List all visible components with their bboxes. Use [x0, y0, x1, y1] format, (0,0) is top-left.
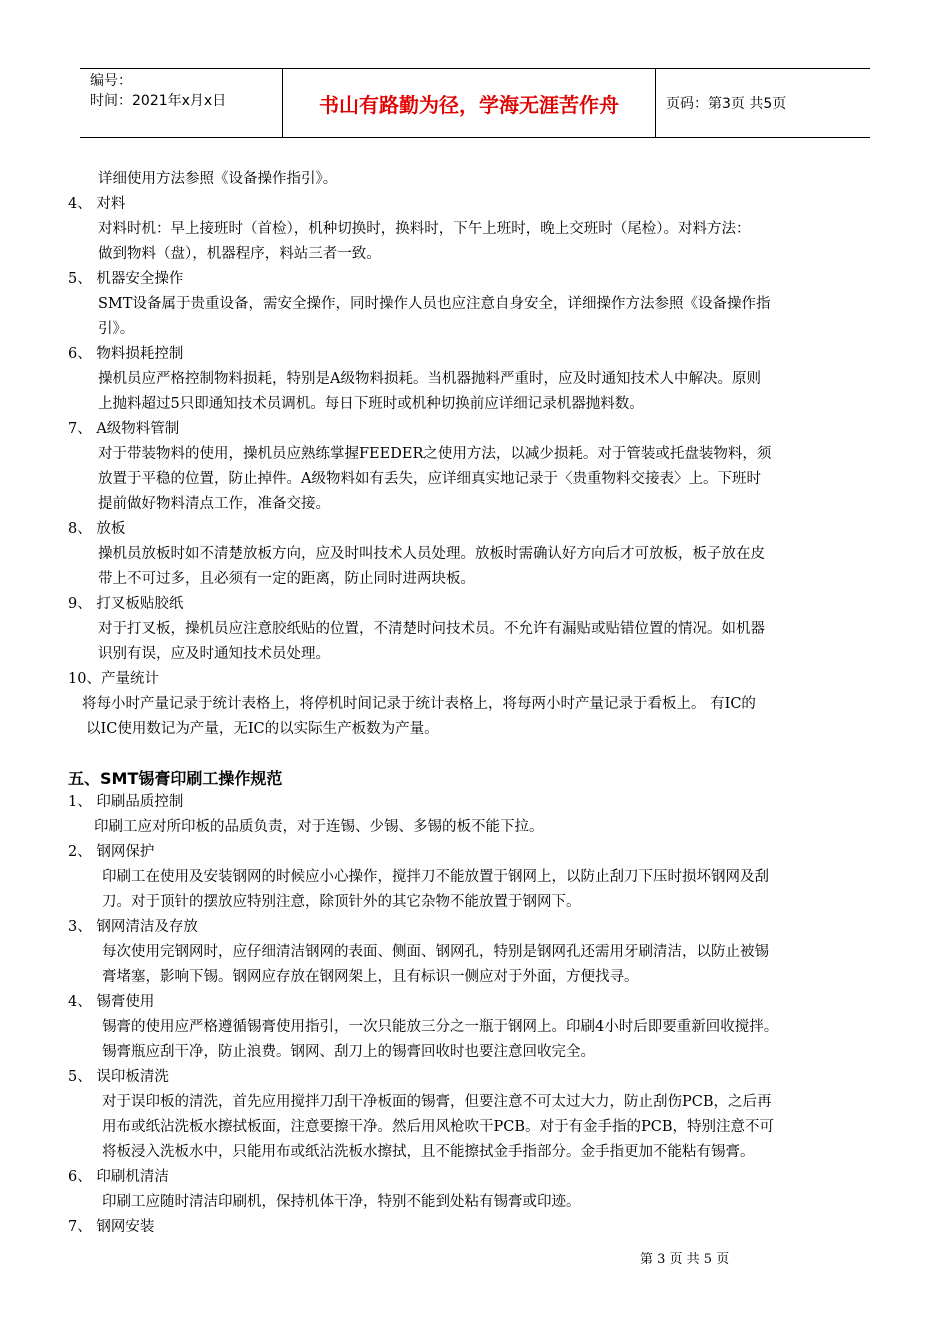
item-heading: 6、 印刷机清洁 — [68, 1169, 169, 1185]
text-line: 引》。 — [98, 321, 135, 337]
page-header — [80, 68, 870, 138]
text-line: 提前做好物料清点工作，准备交接。 — [98, 496, 330, 512]
text-line: 用布或纸沾洗板水擦拭板面，注意要擦干净。然后用风枪吹干PCB。对于有金手指的PCB，特别注意不可 — [102, 1119, 775, 1135]
item-heading: 5、 机器安全操作 — [68, 271, 184, 287]
text-line: 印刷工在使用及安装钢网的时候应小心操作，搅拌刀不能放置于钢网上，以防止刮刀下压时损坏钢网及刮 — [102, 869, 769, 885]
date-label: 时间：2021年x月x日 — [90, 93, 227, 109]
item-heading: 2、 钢网保护 — [68, 844, 155, 860]
text-line: 详细使用方法参照《设备操作指引》。 — [98, 171, 338, 187]
text-line: 放置于平稳的位置，防止掉件。A级物料如有丢失，应详细真实地记录于〈贵重物料交接表〉上。下班时 — [98, 471, 761, 487]
text-line: 操机员应严格控制物料损耗，特别是A级物料损耗。当机器抛料严重时，应及时通知技术人中解决。原则 — [98, 371, 761, 387]
header-motto: 书山有路勤为径，学海无涯苦作舟 — [282, 69, 656, 137]
item-heading: 10、产量统计 — [68, 671, 159, 687]
item-heading: 4、 锡膏使用 — [68, 994, 155, 1010]
text-line: 锡膏的使用应严格遵循锡膏使用指引，一次只能放三分之一瓶于钢网上。印刷4小时后即要重新回收搅拌。 — [102, 1019, 779, 1035]
text-line: 以IC使用数记为产量，无IC的以实际生产板数为产量。 — [86, 721, 439, 737]
item-heading: 7、 钢网安装 — [68, 1219, 155, 1235]
item-heading: 8、 放板 — [68, 521, 126, 537]
page-footer: 第 3 页 共 5 页 — [640, 1252, 730, 1267]
text-line: 对于误印板的清洗，首先应用搅拌刀刮干净板面的锡膏，但要注意不可太过大力，防止刮伤PCB，之后再 — [102, 1094, 772, 1110]
text-line: 膏堵塞，影响下锡。钢网应存放在钢网架上，且有标识一侧应对于外面，方便找寻。 — [102, 969, 639, 985]
item-heading: 4、 对料 — [68, 196, 126, 212]
text-line: 带上不可过多，且必须有一定的距离，防止同时进两块板。 — [98, 571, 475, 587]
text-line: 印刷工应随时清洁印刷机，保持机体干净，特别不能到处粘有锡膏或印迹。 — [102, 1194, 581, 1210]
number-label: 编号： — [90, 73, 132, 89]
header-page-label: 页码：第3页 共5页 — [666, 96, 787, 112]
item-heading: 6、 物料损耗控制 — [68, 346, 184, 362]
text-line: 上抛料超过5只即通知技术员调机。每日下班时或机种切换前应详细记录机器抛料数。 — [98, 396, 644, 412]
section-title: 五、SMT锡膏印刷工操作规范 — [68, 769, 283, 788]
text-line: 对于打叉板，操机员应注意胶纸贴的位置，不清楚时问技术员。不允许有漏贴或贴错位置的情况。如机器 — [98, 621, 765, 637]
header-left-cell — [80, 69, 282, 137]
text-line: 操机员放板时如不清楚放板方向，应及时叫技术人员处理。放板时需确认好方向后才可放板，板子放在皮 — [98, 546, 765, 562]
item-heading: 5、 误印板清洗 — [68, 1069, 169, 1085]
text-line: 对料时机：早上接班时（首检），机种切换时，换料时，下午上班时，晚上交班时（尾检）。对料方法： — [98, 221, 751, 237]
text-line: SMT设备属于贵重设备，需安全操作，同时操作人员也应注意自身安全，详细操作方法参照《设备操作指 — [98, 296, 771, 312]
text-line: 印刷工应对所印板的品质负责，对于连锡、少锡、多锡的板不能下拉。 — [94, 819, 544, 835]
text-line: 锡膏瓶应刮干净，防止浪费。钢网、刮刀上的锡膏回收时也要注意回收完全。 — [102, 1044, 595, 1060]
item-heading: 7、 A级物料管制 — [68, 421, 180, 437]
item-heading: 9、 打叉板贴胶纸 — [68, 596, 184, 612]
text-line: 做到物料（盘），机器程序，料站三者一致。 — [98, 246, 381, 262]
text-line: 每次使用完钢网时，应仔细清洁钢网的表面、侧面、钢网孔，特别是钢网孔还需用牙刷清洁，以防止被锡 — [102, 944, 769, 960]
item-heading: 1、 印刷品质控制 — [68, 794, 184, 810]
text-line: 将板浸入洗板水中，只能用布或纸沾洗板水擦拭，且不能擦拭金手指部分。金手指更加不能粘有锡膏。 — [102, 1144, 755, 1160]
text-line: 识别有误，应及时通知技术员处理。 — [98, 646, 330, 662]
text-line: 刀。对于顶针的摆放应特别注意，除顶针外的其它杂物不能放置于钢网下。 — [102, 894, 581, 910]
item-heading: 3、 钢网清洁及存放 — [68, 919, 198, 935]
text-line: 对于带装物料的使用，操机员应熟练掌握FEEDER之使用方法，以减少损耗。对于管装或托盘装物料，须 — [98, 446, 772, 462]
text-line: 将每小时产量记录于统计表格上，将停机时间记录于统计表格上，将每两小时产量记录于看板上。 有IC的 — [82, 696, 756, 712]
